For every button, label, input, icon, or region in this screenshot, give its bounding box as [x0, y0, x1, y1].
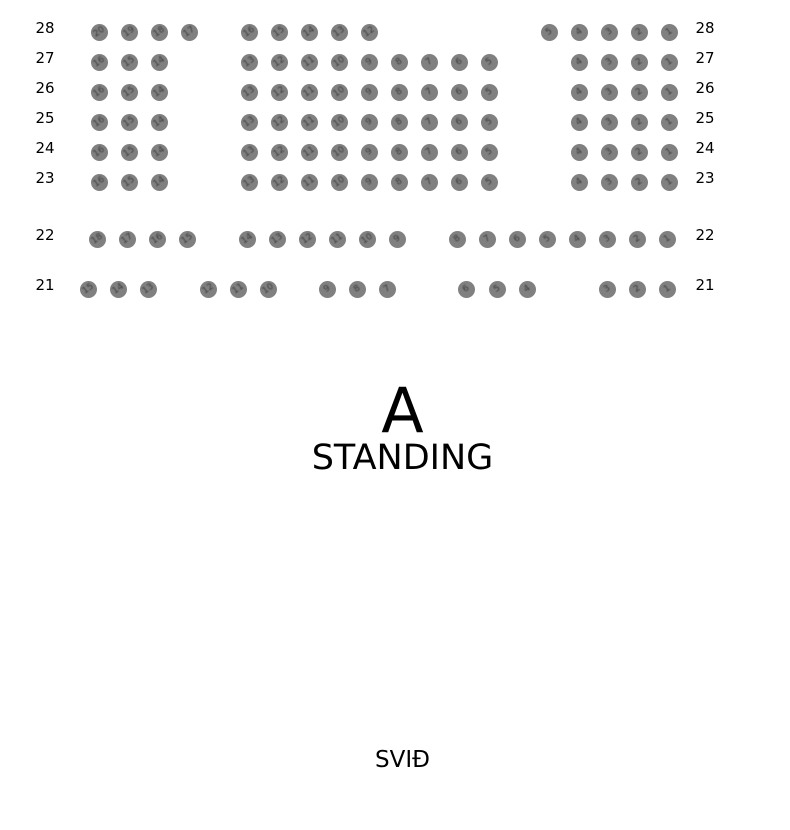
seat-number: 16	[149, 231, 165, 246]
seat-number: 12	[271, 144, 287, 159]
seat-number: 12	[271, 114, 287, 129]
seat[interactable]	[661, 84, 678, 101]
seat-number: 3	[603, 55, 614, 68]
seat[interactable]	[571, 144, 588, 161]
seat-number: 12	[271, 54, 287, 69]
seat-number: 15	[121, 114, 137, 129]
seat-number: 14	[151, 174, 167, 189]
seat-number: 9	[363, 55, 374, 68]
seat-number: 7	[381, 282, 392, 295]
seat-number: 16	[91, 144, 107, 159]
seat[interactable]	[241, 174, 258, 191]
seat-number: 13	[241, 174, 257, 189]
seat-number: 3	[601, 282, 612, 295]
seat-number: 14	[151, 144, 167, 159]
seat-number: 9	[363, 85, 374, 98]
seat-number: 4	[573, 55, 584, 68]
seat-number: 7	[423, 85, 434, 98]
seat[interactable]	[571, 114, 588, 131]
seat[interactable]	[241, 144, 258, 161]
seat[interactable]	[149, 231, 166, 248]
seat-number: 4	[573, 145, 584, 158]
seat[interactable]	[541, 24, 558, 41]
seat-number: 14	[151, 84, 167, 99]
seat[interactable]	[379, 281, 396, 298]
seat-number: 11	[301, 114, 317, 129]
seat[interactable]	[601, 174, 618, 191]
seat[interactable]	[151, 54, 168, 71]
row-label-left: 27	[35, 49, 55, 67]
seat[interactable]	[481, 84, 498, 101]
seat-number: 14	[110, 281, 126, 296]
seat-number: 5	[491, 282, 502, 295]
seat[interactable]	[489, 281, 506, 298]
seat-number: 2	[633, 175, 644, 188]
seat[interactable]	[449, 231, 466, 248]
seat[interactable]	[319, 281, 336, 298]
seat[interactable]	[151, 24, 168, 41]
seat[interactable]	[331, 174, 348, 191]
seat-number: 8	[393, 115, 404, 128]
seat[interactable]	[631, 84, 648, 101]
seat-number: 16	[91, 114, 107, 129]
seat[interactable]	[239, 231, 256, 248]
seat[interactable]	[91, 144, 108, 161]
row-label-left: 26	[35, 79, 55, 97]
seat-number: 13	[241, 84, 257, 99]
seat-number: 13	[241, 114, 257, 129]
seat-number: 7	[423, 175, 434, 188]
row-label-right: 25	[695, 109, 715, 127]
seat[interactable]	[601, 144, 618, 161]
seat[interactable]	[121, 174, 138, 191]
seat-number: 8	[393, 175, 404, 188]
seat-number: 7	[481, 232, 492, 245]
row-label-left: 28	[35, 19, 55, 37]
seat[interactable]	[661, 174, 678, 191]
seat-number: 3	[603, 145, 614, 158]
seat-number: 13	[241, 144, 257, 159]
row-label-left: 23	[35, 169, 55, 187]
seat-number: 2	[633, 85, 644, 98]
row-label-right: 22	[695, 226, 715, 244]
seat[interactable]	[481, 174, 498, 191]
seat[interactable]	[451, 144, 468, 161]
seat[interactable]	[241, 114, 258, 131]
seat[interactable]	[121, 54, 138, 71]
seat[interactable]	[230, 281, 247, 298]
seat[interactable]	[80, 281, 97, 298]
seat-number: 4	[573, 175, 584, 188]
seat[interactable]	[479, 231, 496, 248]
seat[interactable]	[391, 174, 408, 191]
seat-number: 1	[661, 282, 672, 295]
seat[interactable]	[361, 144, 378, 161]
seat-number: 15	[179, 231, 195, 246]
seat-number: 11	[301, 174, 317, 189]
seat-number: 2	[631, 282, 642, 295]
seat[interactable]	[421, 84, 438, 101]
seat[interactable]	[331, 144, 348, 161]
seat[interactable]	[271, 84, 288, 101]
seat-number: 9	[363, 115, 374, 128]
seat-number: 13	[241, 54, 257, 69]
seat-number: 6	[460, 282, 471, 295]
seat-number: 13	[269, 231, 285, 246]
seat[interactable]	[389, 231, 406, 248]
seat[interactable]	[599, 231, 616, 248]
seat-number: 19	[121, 24, 137, 39]
seat[interactable]	[361, 54, 378, 71]
row-label-left: 22	[35, 226, 55, 244]
seat-number: 6	[453, 175, 464, 188]
seat[interactable]	[631, 24, 648, 41]
seat[interactable]	[421, 114, 438, 131]
seat[interactable]	[271, 114, 288, 131]
seat[interactable]	[661, 144, 678, 161]
seat[interactable]	[571, 54, 588, 71]
seat[interactable]	[91, 174, 108, 191]
seat-number: 4	[571, 232, 582, 245]
seat-number: 7	[423, 55, 434, 68]
seat[interactable]	[331, 84, 348, 101]
seat[interactable]	[361, 114, 378, 131]
seat-number: 4	[573, 25, 584, 38]
seat[interactable]	[601, 24, 618, 41]
seat-number: 12	[361, 24, 377, 39]
seat-number: 6	[453, 115, 464, 128]
seat-number: 1	[663, 85, 674, 98]
seat-number: 10	[359, 231, 375, 246]
seat-number: 5	[543, 25, 554, 38]
seat[interactable]	[451, 114, 468, 131]
seat[interactable]	[301, 84, 318, 101]
seat-number: 4	[573, 115, 584, 128]
seat[interactable]	[299, 231, 316, 248]
seat-number: 9	[321, 282, 332, 295]
seat-number: 8	[393, 55, 404, 68]
seat[interactable]	[200, 281, 217, 298]
seat-number: 9	[391, 232, 402, 245]
seat[interactable]	[179, 231, 196, 248]
seat[interactable]	[421, 174, 438, 191]
seat[interactable]	[121, 84, 138, 101]
seat-number: 10	[331, 54, 347, 69]
seat[interactable]	[601, 54, 618, 71]
seat[interactable]	[359, 231, 376, 248]
seat-number: 14	[239, 231, 255, 246]
seat-number: 16	[91, 54, 107, 69]
seat-number: 5	[483, 55, 494, 68]
seat-number: 11	[301, 144, 317, 159]
seat[interactable]	[451, 174, 468, 191]
seat-number: 9	[363, 145, 374, 158]
seat[interactable]	[140, 281, 157, 298]
seat-number: 18	[89, 231, 105, 246]
seat[interactable]	[509, 231, 526, 248]
seat[interactable]	[631, 174, 648, 191]
seat[interactable]	[391, 114, 408, 131]
seat-number: 1	[663, 115, 674, 128]
seat[interactable]	[331, 24, 348, 41]
section-letter: A	[381, 374, 424, 447]
seat-number: 2	[633, 145, 644, 158]
seat-number: 6	[453, 145, 464, 158]
row-label-right: 23	[695, 169, 715, 187]
seat[interactable]	[349, 281, 366, 298]
seat[interactable]	[151, 144, 168, 161]
seat-number: 4	[573, 85, 584, 98]
seat[interactable]	[659, 231, 676, 248]
row-label-right: 27	[695, 49, 715, 67]
seat-number: 1	[661, 232, 672, 245]
seat-number: 2	[633, 25, 644, 38]
seat[interactable]	[421, 144, 438, 161]
seat[interactable]	[301, 54, 318, 71]
seat[interactable]	[659, 281, 676, 298]
seat[interactable]	[301, 174, 318, 191]
seat[interactable]	[151, 84, 168, 101]
seat-number: 12	[271, 84, 287, 99]
seat-number: 4	[521, 282, 532, 295]
seat-number: 6	[511, 232, 522, 245]
seat-number: 8	[393, 145, 404, 158]
seat-number: 1	[663, 25, 674, 38]
seat-number: 15	[80, 281, 96, 296]
seat[interactable]	[301, 114, 318, 131]
seat-number: 5	[483, 115, 494, 128]
seat[interactable]	[458, 281, 475, 298]
seat-number: 5	[483, 145, 494, 158]
seat[interactable]	[119, 231, 136, 248]
seat-number: 1	[663, 175, 674, 188]
seat-number: 5	[483, 175, 494, 188]
seat[interactable]	[661, 54, 678, 71]
seat-number: 1	[663, 145, 674, 158]
seat[interactable]	[661, 114, 678, 131]
seat-number: 14	[301, 24, 317, 39]
seat-number: 5	[541, 232, 552, 245]
seat-number: 15	[121, 144, 137, 159]
seat[interactable]	[271, 24, 288, 41]
seat[interactable]	[631, 144, 648, 161]
seat-number: 3	[601, 232, 612, 245]
seat-number: 17	[119, 231, 135, 246]
seat[interactable]	[391, 84, 408, 101]
seat[interactable]	[121, 24, 138, 41]
seat[interactable]	[631, 114, 648, 131]
seat-number: 6	[453, 85, 464, 98]
seat[interactable]	[451, 84, 468, 101]
seat[interactable]	[481, 114, 498, 131]
seat-number: 13	[140, 281, 156, 296]
seat[interactable]	[629, 231, 646, 248]
seat-number: 2	[633, 115, 644, 128]
seat-number: 11	[301, 54, 317, 69]
seat[interactable]	[271, 144, 288, 161]
seat[interactable]	[271, 54, 288, 71]
seat[interactable]	[91, 24, 108, 41]
seat-number: 11	[230, 281, 246, 296]
seat[interactable]	[601, 84, 618, 101]
seat[interactable]	[361, 174, 378, 191]
seat-number: 12	[200, 281, 216, 296]
seat[interactable]	[329, 231, 346, 248]
seat[interactable]	[331, 54, 348, 71]
seat[interactable]	[151, 114, 168, 131]
seat-number: 3	[603, 25, 614, 38]
seat[interactable]	[260, 281, 277, 298]
seat-number: 17	[181, 24, 197, 39]
seat-number: 1	[663, 55, 674, 68]
seat-number: 3	[603, 115, 614, 128]
row-label-left: 25	[35, 109, 55, 127]
seat[interactable]	[271, 174, 288, 191]
seat-number: 11	[301, 84, 317, 99]
seat[interactable]	[241, 84, 258, 101]
seat-number: 3	[603, 175, 614, 188]
seat-number: 5	[483, 85, 494, 98]
seat-number: 7	[423, 145, 434, 158]
seat-number: 7	[423, 115, 434, 128]
seat[interactable]	[391, 144, 408, 161]
seat[interactable]	[241, 54, 258, 71]
row-label-left: 24	[35, 139, 55, 157]
seat-number: 16	[91, 174, 107, 189]
seat[interactable]	[89, 231, 106, 248]
seat[interactable]	[571, 174, 588, 191]
seat[interactable]	[421, 54, 438, 71]
seat[interactable]	[301, 144, 318, 161]
seat[interactable]	[571, 84, 588, 101]
seat-number: 10	[260, 281, 276, 296]
seat-number: 10	[331, 174, 347, 189]
seat-number: 2	[631, 232, 642, 245]
seat-number: 3	[603, 85, 614, 98]
seat-number: 15	[121, 174, 137, 189]
seat[interactable]	[121, 114, 138, 131]
seat-number: 10	[331, 144, 347, 159]
seat[interactable]	[241, 24, 258, 41]
seat-number: 12	[271, 174, 287, 189]
seat-number: 16	[241, 24, 257, 39]
seat-number: 18	[151, 24, 167, 39]
seat[interactable]	[571, 24, 588, 41]
seat-number: 12	[299, 231, 315, 246]
seat[interactable]	[91, 84, 108, 101]
seat-number: 8	[393, 85, 404, 98]
seat-number: 9	[363, 175, 374, 188]
seat-number: 8	[351, 282, 362, 295]
seat-number: 6	[453, 55, 464, 68]
seat-number: 11	[329, 231, 345, 246]
row-label-right: 24	[695, 139, 715, 157]
stage-label: SVIÐ	[375, 747, 430, 773]
row-label-right: 26	[695, 79, 715, 97]
seat[interactable]	[481, 54, 498, 71]
row-label-right: 28	[695, 19, 715, 37]
seat[interactable]	[151, 174, 168, 191]
seat[interactable]	[181, 24, 198, 41]
seat[interactable]	[481, 144, 498, 161]
seat-number: 14	[151, 54, 167, 69]
seat-number: 16	[91, 84, 107, 99]
seat[interactable]	[91, 54, 108, 71]
seat-number: 15	[121, 54, 137, 69]
seat[interactable]	[539, 231, 556, 248]
row-label-right: 21	[695, 276, 715, 294]
seat[interactable]	[269, 231, 286, 248]
seat-number: 15	[271, 24, 287, 39]
seat[interactable]	[121, 144, 138, 161]
seat[interactable]	[331, 114, 348, 131]
section-name: STANDING	[311, 438, 494, 478]
seat-number: 2	[633, 55, 644, 68]
seat[interactable]	[451, 54, 468, 71]
seat[interactable]	[599, 281, 616, 298]
seat[interactable]	[110, 281, 127, 298]
seat-number: 8	[451, 232, 462, 245]
seat-number: 10	[331, 84, 347, 99]
seat-number: 10	[331, 114, 347, 129]
row-label-left: 21	[35, 276, 55, 294]
seat-number: 13	[331, 24, 347, 39]
seat[interactable]	[361, 24, 378, 41]
seat[interactable]	[301, 24, 318, 41]
seat[interactable]	[519, 281, 536, 298]
seat-number: 14	[151, 114, 167, 129]
seat[interactable]	[661, 24, 678, 41]
seat[interactable]	[631, 54, 648, 71]
seat[interactable]	[629, 281, 646, 298]
seat[interactable]	[361, 84, 378, 101]
seat-number: 20	[91, 24, 107, 39]
seat-number: 15	[121, 84, 137, 99]
seat[interactable]	[601, 114, 618, 131]
seat[interactable]	[391, 54, 408, 71]
seat[interactable]	[91, 114, 108, 131]
seat[interactable]	[569, 231, 586, 248]
